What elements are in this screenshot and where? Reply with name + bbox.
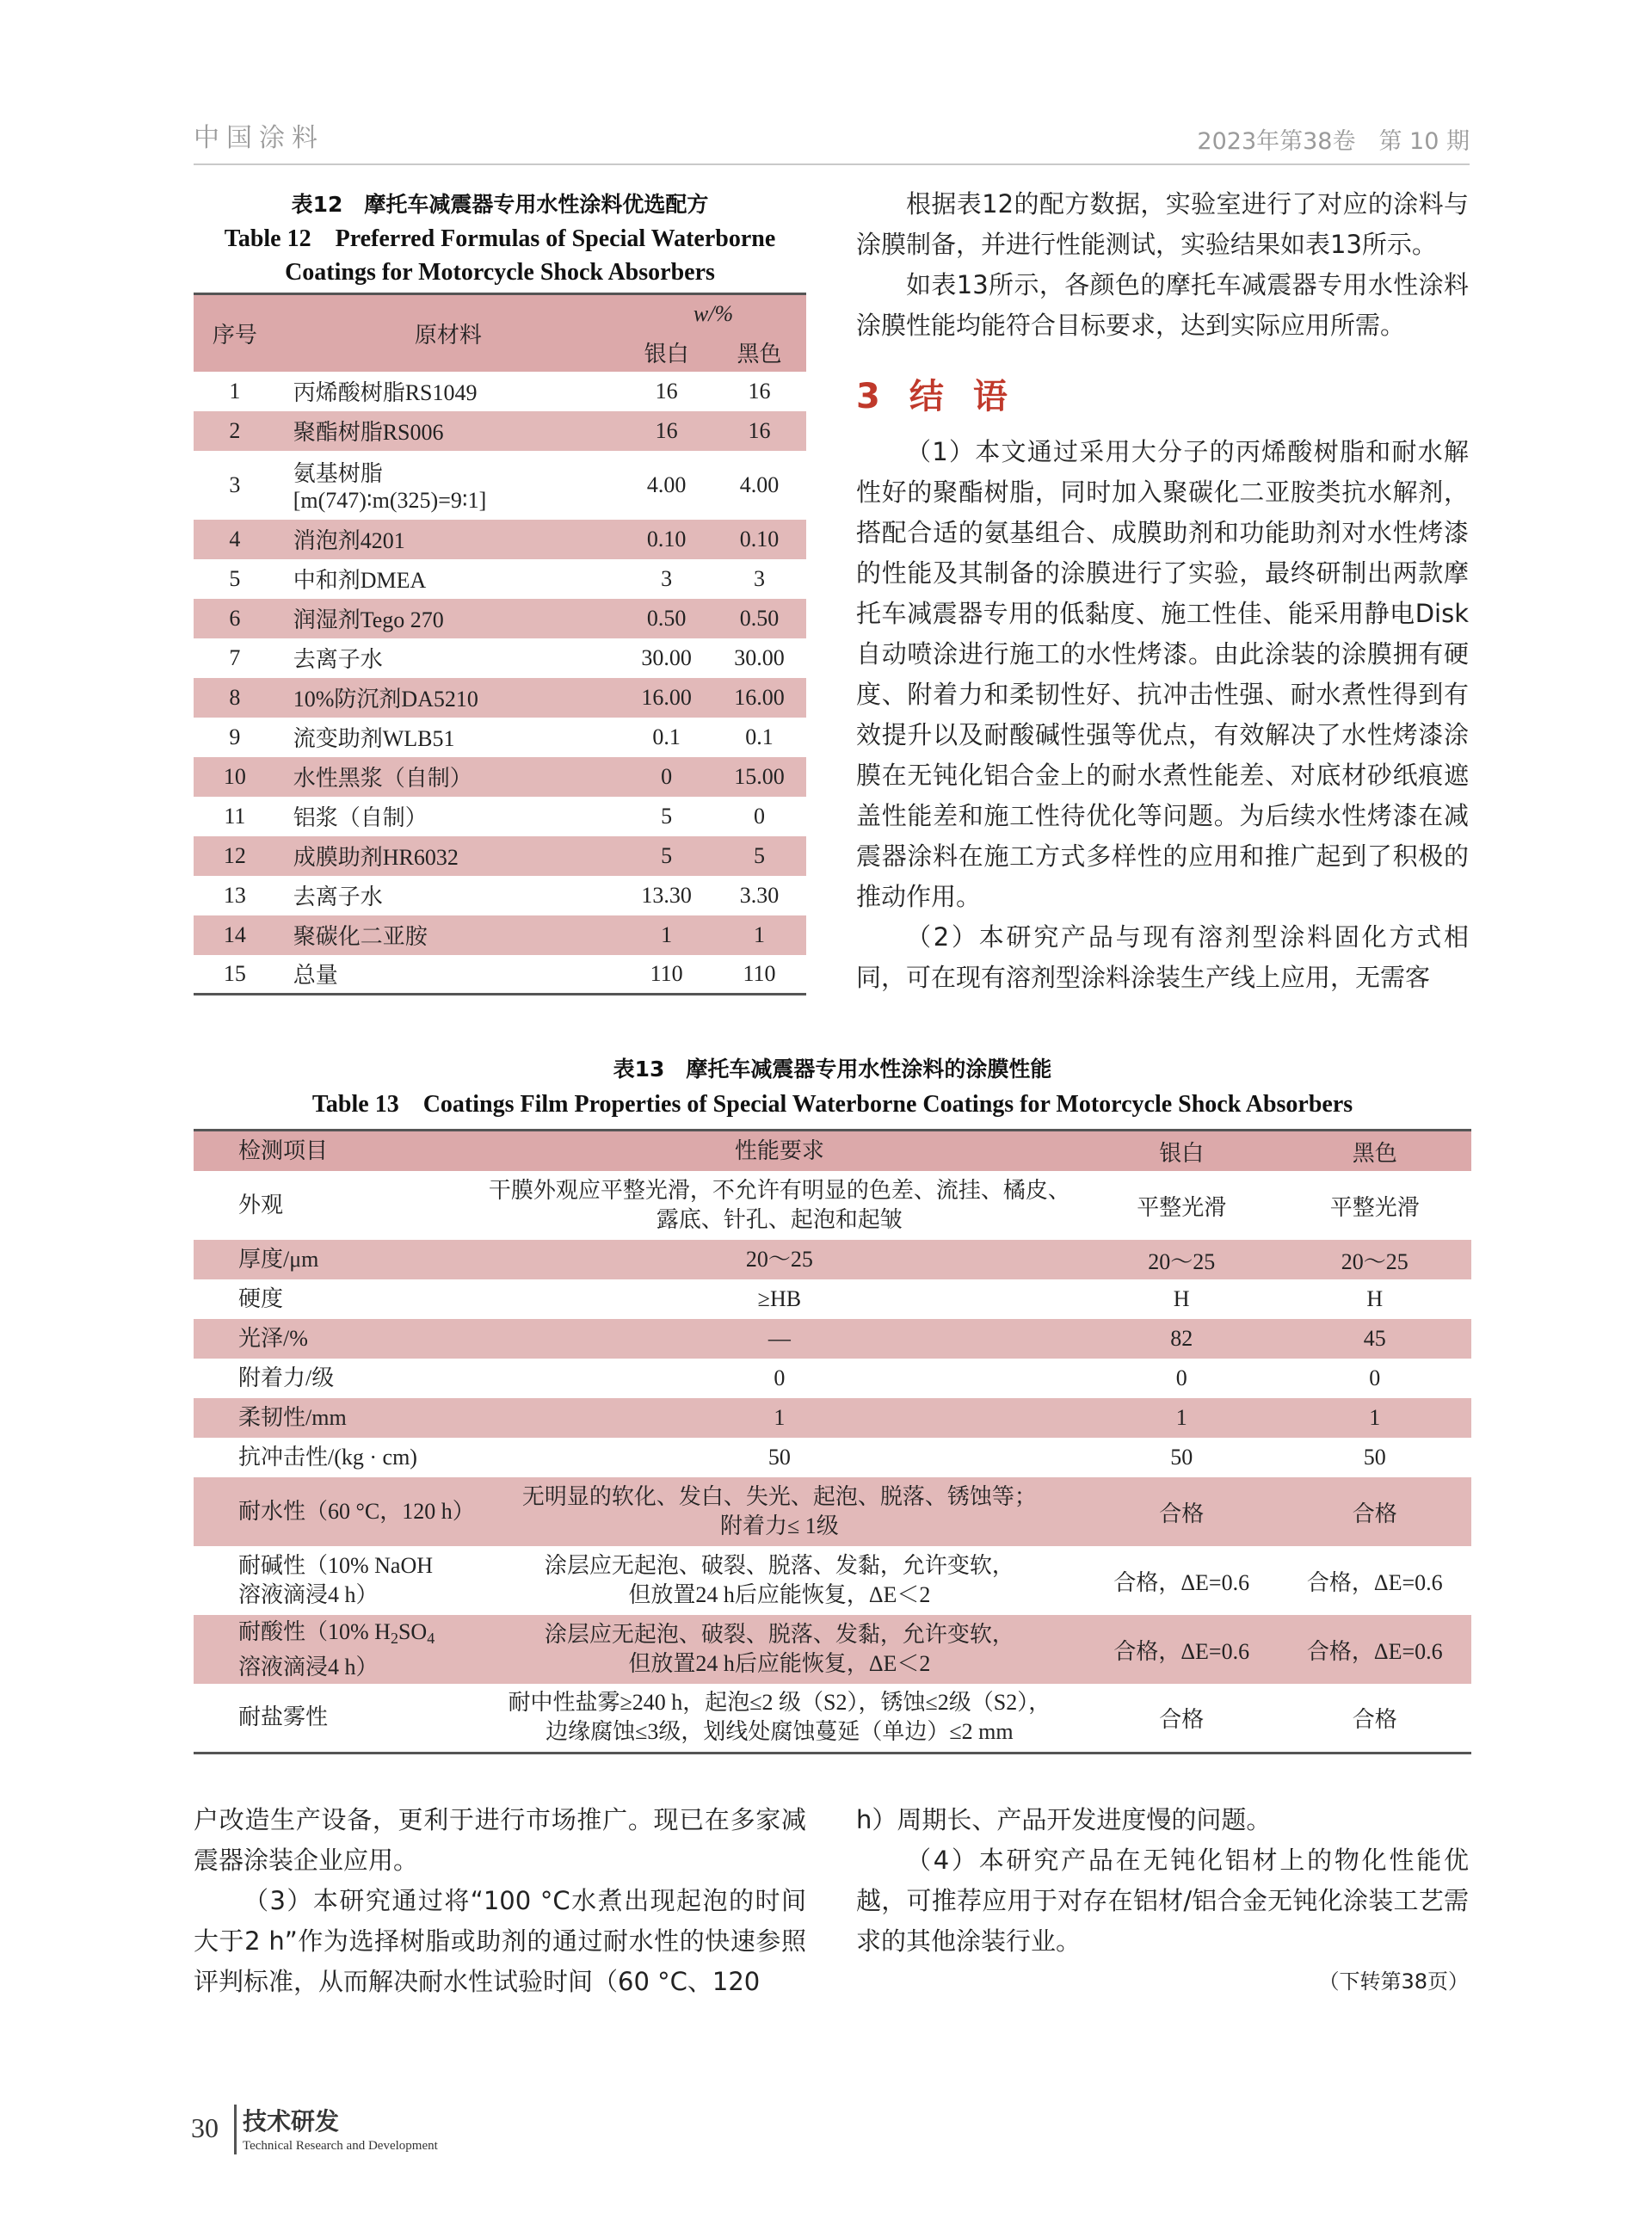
cell-material <box>276 372 620 411</box>
cell-requirement <box>474 1279 1085 1319</box>
material-name: 成膜助剂HR6032 <box>293 845 459 870</box>
cell-silver: 合格 <box>1159 1501 1205 1526</box>
item-line: 耐碱性（10% NaOH <box>238 1553 434 1578</box>
cell-silver: 0.50 <box>646 605 687 631</box>
cell-no: 9 <box>229 724 241 749</box>
cell-material <box>276 836 620 876</box>
cell-item <box>194 1171 474 1240</box>
table13 <box>194 1129 1471 1754</box>
cell-no: 12 <box>223 842 246 868</box>
cell-black: 4.00 <box>739 472 780 497</box>
table-row <box>194 451 806 520</box>
material-name: 聚碳化二亚胺 <box>293 924 428 949</box>
material-name: 聚酯树脂RS006 <box>293 420 444 445</box>
cell-black: 16 <box>748 378 771 404</box>
requirement-line: 露底、针孔、起泡和起皱 <box>656 1207 903 1232</box>
cell-no: 3 <box>229 472 241 497</box>
requirement-line: 边缘腐蚀≤3级，划线处腐蚀蔓延（单边）≤2 mm <box>546 1719 1014 1745</box>
cell-material <box>276 520 620 559</box>
cell-item <box>194 1684 474 1753</box>
item-line: 光泽/% <box>238 1326 308 1351</box>
cell-item <box>194 1319 474 1359</box>
table-row <box>194 718 806 757</box>
cell-no: 4 <box>229 526 241 552</box>
cell-silver: 13.30 <box>641 882 692 908</box>
section-title-a: 结 <box>909 377 947 416</box>
cell-material <box>276 638 620 678</box>
cell-item <box>194 1279 474 1319</box>
requirement-line: 无明显的软化、发白、失光、起泡、脱落、锈蚀等； <box>521 1484 1037 1509</box>
cell-black: 16.00 <box>734 684 785 710</box>
cell-item <box>194 1477 474 1546</box>
item-line: 溶液滴浸4 h） <box>238 1582 379 1607</box>
cell-black: 合格 <box>1352 1706 1397 1732</box>
requirement-line: 20～25 <box>745 1247 813 1272</box>
cell-silver: 0.1 <box>652 724 681 749</box>
paragraph: （1）本文通过采用大分子的丙烯酸树脂和耐水解性好的聚酯树脂，同时加入聚碳化二亚胺类抗水解剂，搭配合适的氨基组合、成膜助剂和功能助剂对水性烤漆的性能及其制备的涂膜进行了实验，最终研制出两款摩托车减震器专用的低黏度、施工性佳、能采用静电Disk自动喷涂进行施工的水性烤漆。由此涂装的涂膜拥有硬度、附着力和柔韧性好、抗冲击性强、耐水煮性得到有效提升以及耐酸碱性强等优点，有效解决了水性烤漆涂膜在无钝化铝合金上的耐水煮性能差、对底材砂纸痕遮盖性能差和施工性待优化等问题。为后续水性烤漆在减震器涂料在施工方式多样性的应用和推广起到了积极的推动作用。 <box>856 437 1469 911</box>
cell-black: 0.50 <box>739 605 780 631</box>
cell-silver: 16.00 <box>641 684 692 710</box>
paragraph: 户改造生产设备，更利于进行市场推广。现已在多家减震器涂装企业应用。 <box>194 1805 806 1875</box>
requirement-line: 但放置24 h后应能恢复，ΔE＜2 <box>628 1651 931 1676</box>
col-material: 原材料 <box>414 322 482 348</box>
section-title <box>856 367 1469 427</box>
table12-title-en-2: Coatings for Motorcycle Shock Absorbers <box>285 259 715 286</box>
item-line: 附着力/级 <box>238 1365 335 1390</box>
cell-black: H <box>1366 1286 1384 1311</box>
table-row <box>194 915 806 955</box>
requirement-line: 涂层应无起泡、破裂、脱落、发黏，允许变软， <box>544 1553 1014 1578</box>
item-line: 耐水性（60 °C，120 h） <box>238 1499 475 1524</box>
journal-name: 中国涂料 <box>194 123 324 153</box>
requirement-line: 附着力≤ 1级 <box>719 1513 839 1538</box>
col-requirement: 性能要求 <box>734 1138 824 1163</box>
requirement-line: 耐中性盐雾≥240 h，起泡≤2 级（S2），锈蚀≤2级（S2）， <box>508 1690 1051 1716</box>
cell-silver: 4.00 <box>646 472 687 497</box>
cell-material <box>276 411 620 451</box>
table-row <box>194 559 806 599</box>
cell-black: 110 <box>743 960 776 986</box>
cell-black: 3 <box>754 565 766 591</box>
table-row <box>194 678 806 718</box>
cell-item <box>194 1359 474 1398</box>
item-subscript: 4 <box>427 1629 435 1647</box>
table-row <box>194 372 806 411</box>
cell-no: 11 <box>224 803 246 829</box>
table12-title-zh: 表12 摩托车减震器专用水性涂料优选配方 <box>291 192 709 217</box>
right-bottom-text <box>856 1800 1469 2002</box>
cell-silver: H <box>1173 1286 1190 1311</box>
paragraph: 如表13所示，各颜色的摩托车减震器专用水性涂料涂膜性能均能符合目标要求，达到实际应用所需。 <box>856 270 1469 340</box>
cell-silver: 5 <box>661 842 673 868</box>
col-silver: 银白 <box>644 342 689 367</box>
table-row <box>194 520 806 559</box>
cell-material <box>276 718 620 757</box>
cell-no: 5 <box>229 565 241 591</box>
material-name: 铝浆（自制） <box>293 805 428 830</box>
table12 <box>194 293 806 995</box>
cell-requirement <box>474 1615 1085 1684</box>
cell-material <box>276 559 620 599</box>
cell-silver: 0 <box>661 763 673 789</box>
cell-silver: 50 <box>1170 1445 1193 1470</box>
table-row <box>194 876 806 915</box>
material-name: 氨基树脂 <box>293 461 383 486</box>
cell-black: 50 <box>1363 1445 1386 1470</box>
table-row <box>194 1615 1471 1684</box>
material-name: 中和剂DMEA <box>293 568 427 593</box>
cell-silver: 3 <box>661 565 673 591</box>
requirement-line: 但放置24 h后应能恢复，ΔE＜2 <box>628 1582 931 1607</box>
cell-material <box>276 757 620 797</box>
table13-title-zh: 表13 摩托车减震器专用水性涂料的涂膜性能 <box>613 1057 1052 1082</box>
col-black: 黑色 <box>737 342 782 367</box>
paragraph: （3）本研究通过将“100 °C水煮出现起泡的时间大于2 h”作为选择树脂或助剂的通过耐水性的快速参照评判标准，从而解决耐水性试验时间（60 °C、120 <box>194 1886 806 1996</box>
cell-black: 合格，ΔE=0.6 <box>1306 1638 1443 1664</box>
table-row <box>194 638 806 678</box>
cell-material <box>276 797 620 836</box>
right-top-text <box>856 184 1469 346</box>
cell-silver: 0 <box>1175 1365 1187 1390</box>
cell-black: 30.00 <box>734 644 785 670</box>
cell-material <box>276 876 620 915</box>
cell-black: 0 <box>754 803 766 829</box>
cell-silver: 平整光滑 <box>1137 1194 1227 1220</box>
cell-no: 8 <box>229 684 241 710</box>
cell-black: 合格 <box>1352 1501 1397 1526</box>
cell-black: 平整光滑 <box>1329 1194 1420 1220</box>
table-row <box>194 757 806 797</box>
table-row <box>194 1398 1471 1438</box>
cell-no: 10 <box>223 763 246 789</box>
cell-material <box>276 915 620 955</box>
cell-silver: 110 <box>650 960 683 986</box>
cell-black: 5 <box>754 842 766 868</box>
cell-black: 合格，ΔE=0.6 <box>1306 1569 1443 1595</box>
item-line: 厚度/μm <box>238 1247 319 1272</box>
cell-no: 2 <box>229 417 241 443</box>
cell-black: 20～25 <box>1341 1248 1409 1274</box>
col-silver: 银白 <box>1159 1140 1205 1166</box>
table-row <box>194 599 806 638</box>
table-row <box>194 1240 1471 1279</box>
cell-black: 0.1 <box>745 724 774 749</box>
requirement-line: — <box>767 1326 791 1351</box>
material-name: 10%防沉剂DA5210 <box>293 687 478 712</box>
material-name: 去离子水 <box>293 884 383 909</box>
item-line <box>238 1618 474 1653</box>
material-name: 去离子水 <box>293 647 383 672</box>
table-row <box>194 411 806 451</box>
cell-silver: 合格，ΔE=0.6 <box>1113 1569 1250 1595</box>
cell-black: 1 <box>1369 1405 1381 1430</box>
requirement-line: 0 <box>774 1365 786 1390</box>
footer-section-zh: 技术研发 <box>243 2107 340 2136</box>
cell-requirement <box>474 1171 1085 1240</box>
cell-material <box>276 955 620 995</box>
table13-caption <box>194 1051 1471 1121</box>
left-bottom-text <box>194 1800 806 2002</box>
table-row <box>194 1319 1471 1359</box>
cell-no: 14 <box>223 921 246 947</box>
cell-silver: 0.10 <box>646 526 687 552</box>
cell-requirement <box>474 1240 1085 1279</box>
section-number: 3 <box>856 377 884 416</box>
requirement-line: 50 <box>767 1445 791 1470</box>
section-title-b: 语 <box>972 377 1011 416</box>
cell-requirement <box>474 1359 1085 1398</box>
cell-silver: 1 <box>1175 1405 1187 1430</box>
cell-black: 45 <box>1363 1326 1386 1351</box>
material-name: 丙烯酸树脂RS1049 <box>293 380 478 405</box>
item-text: 耐酸性（10% H <box>238 1618 391 1644</box>
continued-note: （下转第38页） <box>1318 1969 1469 1994</box>
paragraph: （4）本研究产品在无钝化铝材上的物化性能优越，可推荐应用于对存在铝材/铝合金无钝化涂装工艺需求的其他涂装行业。 <box>856 1846 1469 1956</box>
issue-info: 2023年第38卷 第 10 期 <box>1197 128 1470 155</box>
cell-silver: 16 <box>655 417 678 443</box>
requirement-line: 1 <box>774 1405 786 1430</box>
cell-no: 7 <box>229 644 241 670</box>
cell-silver: 16 <box>655 378 678 404</box>
cell-black: 0 <box>1369 1365 1381 1390</box>
cell-no: 15 <box>223 960 246 986</box>
paragraph: 根据表12的配方数据，实验室进行了对应的涂料与涂膜制备，并进行性能测试，实验结果如表13所示。 <box>856 189 1469 259</box>
cell-requirement <box>474 1319 1085 1359</box>
footer-divider <box>234 2105 237 2154</box>
paragraph: （2）本研究产品与现有溶剂型涂料固化方式相同，可在现有溶剂型涂料涂装生产线上应用，无需客 <box>856 922 1469 992</box>
cell-silver: 82 <box>1170 1326 1193 1351</box>
table-row <box>194 955 806 995</box>
cell-black: 1 <box>754 921 766 947</box>
material-name: 总量 <box>293 963 338 989</box>
cell-silver: 20～25 <box>1148 1248 1216 1274</box>
section-conclusion <box>856 367 1469 998</box>
footer-section-en: Technical Research and Development <box>243 2139 438 2153</box>
col-no: 序号 <box>212 322 257 348</box>
table-row <box>194 1279 1471 1319</box>
material-name: 水性黑浆（自制） <box>293 766 472 791</box>
item-line: 硬度 <box>238 1286 284 1311</box>
table-row <box>194 1684 1471 1753</box>
cell-silver: 5 <box>661 803 673 829</box>
cell-material <box>276 599 620 638</box>
cell-silver: 1 <box>661 921 673 947</box>
cell-no: 13 <box>223 882 246 908</box>
table-row <box>194 1359 1471 1398</box>
item-line: 外观 <box>238 1193 284 1217</box>
material-ratio: [m(747)∶m(325)=9∶1] <box>293 488 487 513</box>
table12-caption <box>194 188 806 289</box>
table-row <box>194 1438 1471 1477</box>
cell-requirement <box>474 1398 1085 1438</box>
cell-item <box>194 1240 474 1279</box>
cell-black: 3.30 <box>739 882 780 908</box>
cell-material <box>276 451 620 520</box>
material-name: 润湿剂Tego 270 <box>293 607 444 632</box>
cell-black: 15.00 <box>734 763 785 789</box>
table-row <box>194 1477 1471 1546</box>
cell-item <box>194 1546 474 1615</box>
item-line: 溶液滴浸4 h） <box>238 1654 379 1680</box>
item-line: 柔韧性/mm <box>238 1405 347 1430</box>
requirement-line: 涂层应无起泡、破裂、脱落、发黏，允许变软， <box>544 1622 1014 1647</box>
material-name: 消泡剂4201 <box>293 528 405 553</box>
cell-requirement <box>474 1546 1085 1615</box>
page-number: 30 <box>191 2112 219 2143</box>
cell-requirement <box>474 1438 1085 1477</box>
table-row <box>194 836 806 876</box>
table-row <box>194 1171 1471 1240</box>
cell-item <box>194 1438 474 1477</box>
col-black: 黑色 <box>1352 1140 1397 1166</box>
item-subscript: 2 <box>390 1629 398 1647</box>
item-line: 耐盐雾性 <box>238 1704 329 1730</box>
cell-black: 16 <box>748 417 771 443</box>
requirement-line: 干膜外观应平整光滑，不允许有明显的色差、流挂、橘皮、 <box>488 1178 1070 1203</box>
cell-item <box>194 1615 474 1684</box>
table-row <box>194 797 806 836</box>
cell-no: 6 <box>229 605 241 631</box>
item-line: 抗冲击性/(kg · cm) <box>238 1445 417 1470</box>
paragraph: h）周期长、产品开发进度慢的问题。 <box>856 1805 1272 1834</box>
cell-silver: 合格，ΔE=0.6 <box>1113 1638 1250 1664</box>
table12-title-en-1: Table 12 Preferred Formulas of Special Waterborne <box>224 225 776 252</box>
cell-item <box>194 1398 474 1438</box>
col-w: w/% <box>693 301 734 327</box>
cell-silver: 30.00 <box>641 644 692 670</box>
col-item: 检测项目 <box>238 1138 329 1163</box>
cell-black: 0.10 <box>739 526 780 552</box>
cell-silver: 合格 <box>1159 1706 1205 1732</box>
cell-material <box>276 678 620 718</box>
material-name: 流变助剂WLB51 <box>293 726 455 751</box>
cell-no: 1 <box>229 378 241 404</box>
item-text: SO <box>398 1618 428 1644</box>
table13-title-en: Table 13 Coatings Film Properties of Special Waterborne Coatings for Motorcycle Shock Absorbers <box>311 1091 1353 1118</box>
cell-requirement <box>474 1684 1085 1753</box>
cell-requirement <box>474 1477 1085 1546</box>
header-divider <box>194 163 1470 165</box>
requirement-line: ≥HB <box>757 1286 802 1311</box>
table-row <box>194 1546 1471 1615</box>
